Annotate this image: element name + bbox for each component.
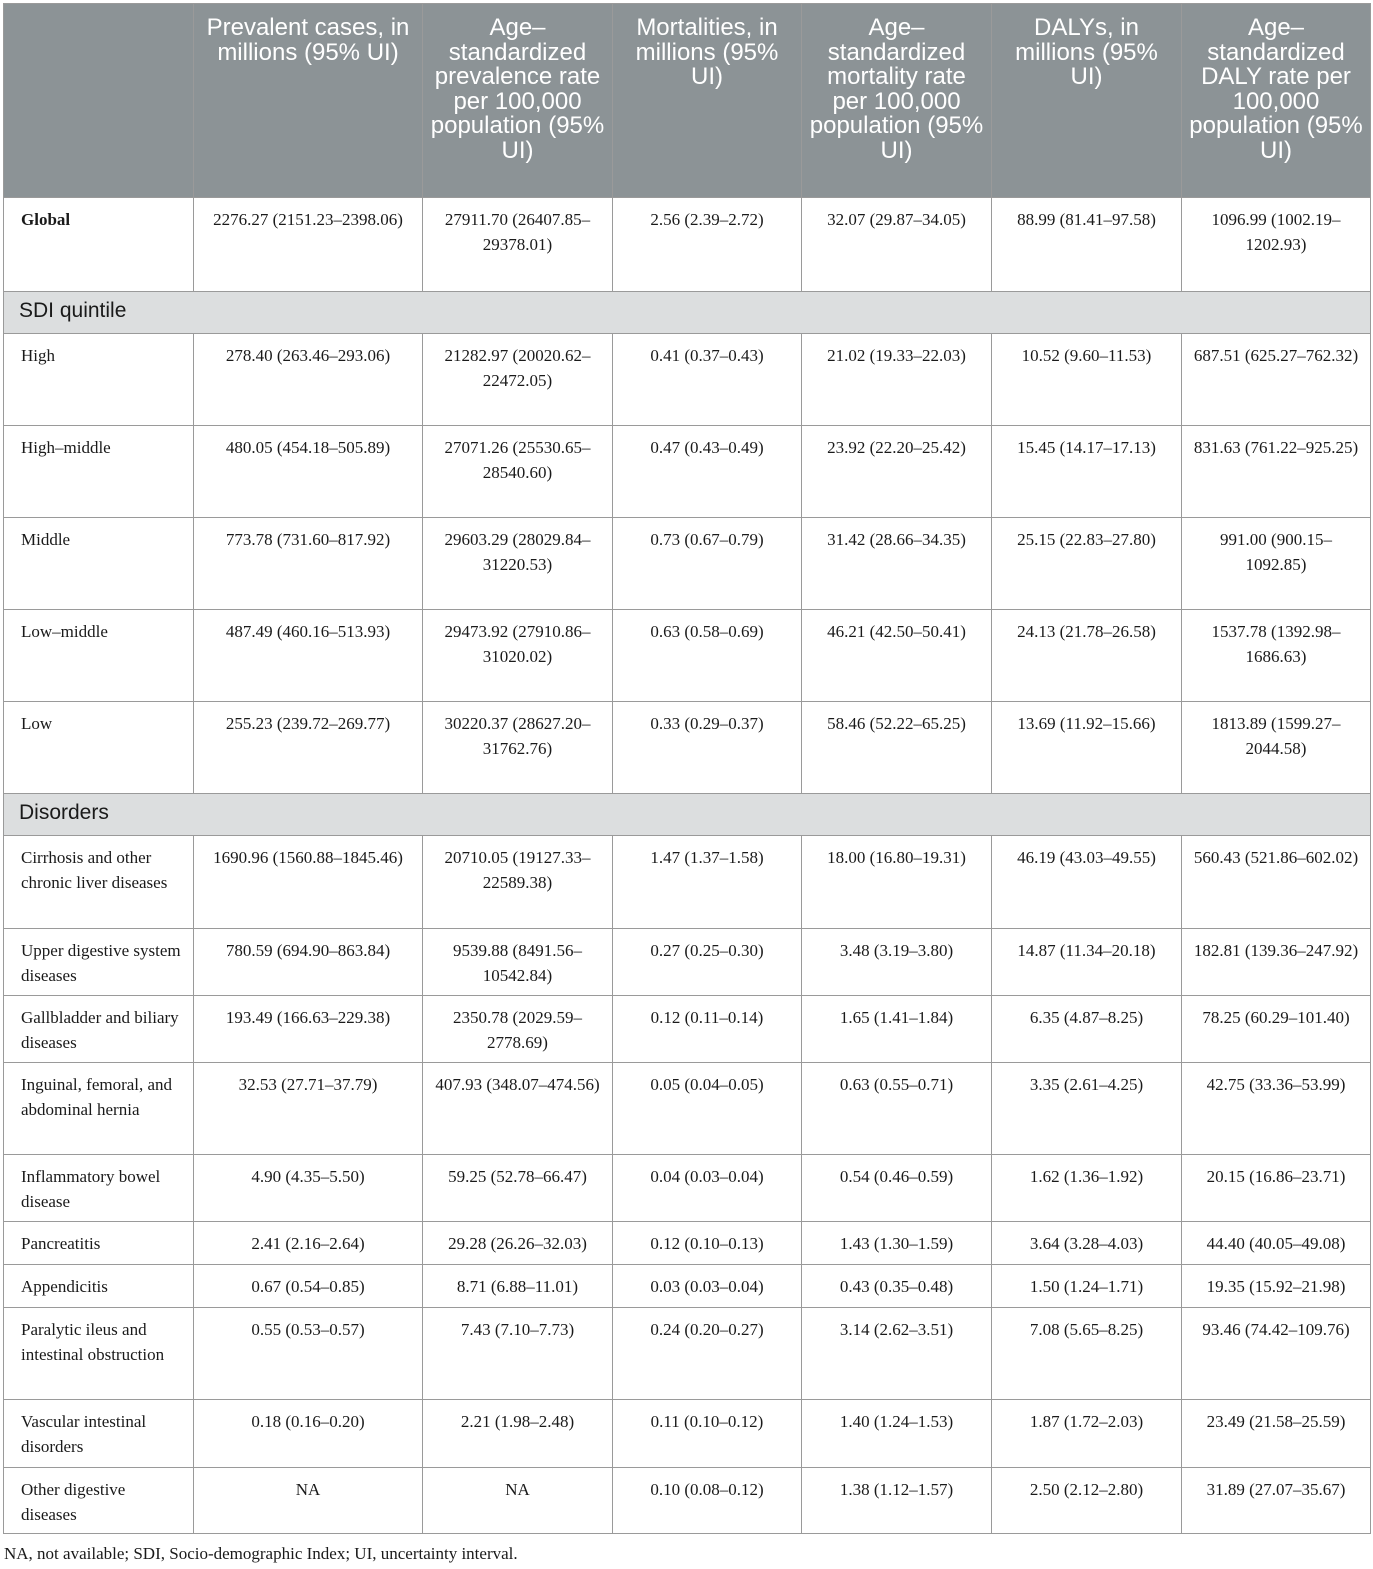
table-cell: 0.73 (0.67–0.79)	[613, 518, 802, 610]
table-cell: 0.11 (0.10–0.12)	[613, 1400, 802, 1468]
table-cell: 78.25 (60.29–101.40)	[1182, 996, 1371, 1063]
section-title: SDI quintile	[4, 292, 1371, 334]
table-cell: 1.40 (1.24–1.53)	[802, 1400, 992, 1468]
table-row	[4, 1400, 1371, 1468]
data-table	[3, 3, 1371, 1534]
table-cell: 2.56 (2.39–2.72)	[613, 198, 802, 292]
table-cell: 46.21 (42.50–50.41)	[802, 610, 992, 702]
header-row	[4, 4, 1371, 198]
table-cell: 780.59 (694.90–863.84)	[194, 929, 423, 996]
table-footnote: NA, not available; SDI, Socio-demographic Index; UI, uncertainty interval.	[4, 1544, 518, 1563]
table-cell: 31.42 (28.66–34.35)	[802, 518, 992, 610]
row-label: Low–middle	[4, 610, 194, 702]
table-row	[4, 610, 1371, 702]
table-cell: 29603.29 (28029.84–31220.53)	[423, 518, 613, 610]
table-cell: 42.75 (33.36–53.99)	[1182, 1063, 1371, 1155]
table-cell: 31.89 (27.07–35.67)	[1182, 1468, 1371, 1534]
table-cell: 93.46 (74.42–109.76)	[1182, 1308, 1371, 1400]
section-row-sdi-quintile	[4, 292, 1371, 334]
table-row	[4, 426, 1371, 518]
table-cell: 193.49 (166.63–229.38)	[194, 996, 423, 1063]
table-cell: 0.47 (0.43–0.49)	[613, 426, 802, 518]
section-row-disorders	[4, 794, 1371, 836]
table-cell: 0.18 (0.16–0.20)	[194, 1400, 423, 1468]
table-row	[4, 1265, 1371, 1308]
table-cell: 7.43 (7.10–7.73)	[423, 1308, 613, 1400]
table-cell: 480.05 (454.18–505.89)	[194, 426, 423, 518]
header-prevalent-cases: Prevalent cases, in millions (95% UI)	[194, 4, 423, 198]
table-cell: 0.05 (0.04–0.05)	[613, 1063, 802, 1155]
table-cell: 560.43 (521.86–602.02)	[1182, 836, 1371, 929]
table-cell: 0.12 (0.10–0.13)	[613, 1222, 802, 1265]
table-cell: 10.52 (9.60–11.53)	[992, 334, 1182, 426]
table-cell: 21282.97 (20020.62–22472.05)	[423, 334, 613, 426]
table-cell: 0.41 (0.37–0.43)	[613, 334, 802, 426]
table-cell: 32.53 (27.71–37.79)	[194, 1063, 423, 1155]
table-cell: 30220.37 (28627.20–31762.76)	[423, 702, 613, 794]
table-cell: 20710.05 (19127.33–22589.38)	[423, 836, 613, 929]
table-row	[4, 518, 1371, 610]
table-cell: 0.43 (0.35–0.48)	[802, 1265, 992, 1308]
table-row	[4, 1063, 1371, 1155]
table-cell: 1.47 (1.37–1.58)	[613, 836, 802, 929]
table-cell: 14.87 (11.34–20.18)	[992, 929, 1182, 996]
row-label: Low	[4, 702, 194, 794]
header-mortality-rate: Age– standardized mortality rate per 100,000 population (95% UI)	[802, 4, 992, 198]
row-label: Vascular intestinal disorders	[4, 1400, 194, 1468]
table-cell: 0.04 (0.03–0.04)	[613, 1155, 802, 1222]
table-cell: 1537.78 (1392.98–1686.63)	[1182, 610, 1371, 702]
table-row	[4, 1222, 1371, 1265]
table-cell: 29473.92 (27910.86–31020.02)	[423, 610, 613, 702]
table-cell: 2350.78 (2029.59–2778.69)	[423, 996, 613, 1063]
row-label: Paralytic ileus and intestinal obstruction	[4, 1308, 194, 1400]
row-label: Inflammatory bowel disease	[4, 1155, 194, 1222]
table-cell: 278.40 (263.46–293.06)	[194, 334, 423, 426]
table-row	[4, 929, 1371, 996]
table-row	[4, 1468, 1371, 1534]
table-cell: NA	[423, 1468, 613, 1534]
table-cell: 0.10 (0.08–0.12)	[613, 1468, 802, 1534]
table-cell: 7.08 (5.65–8.25)	[992, 1308, 1182, 1400]
header-prevalence-rate: Age– standardized prevalence rate per 100,000 population (95% UI)	[423, 4, 613, 198]
table-cell: 19.35 (15.92–21.98)	[1182, 1265, 1371, 1308]
table-cell: 27911.70 (26407.85–29378.01)	[423, 198, 613, 292]
table-row	[4, 702, 1371, 794]
table-cell: 1096.99 (1002.19–1202.93)	[1182, 198, 1371, 292]
table-cell: 2276.27 (2151.23–2398.06)	[194, 198, 423, 292]
table-cell: 487.49 (460.16–513.93)	[194, 610, 423, 702]
table-cell: 407.93 (348.07–474.56)	[423, 1063, 613, 1155]
table-cell: 32.07 (29.87–34.05)	[802, 198, 992, 292]
table-cell: 0.03 (0.03–0.04)	[613, 1265, 802, 1308]
table-cell: 0.55 (0.53–0.57)	[194, 1308, 423, 1400]
table-cell: 1.43 (1.30–1.59)	[802, 1222, 992, 1265]
table-row	[4, 334, 1371, 426]
table-cell: 0.33 (0.29–0.37)	[613, 702, 802, 794]
table-cell: 1813.89 (1599.27–2044.58)	[1182, 702, 1371, 794]
table-cell: 255.23 (239.72–269.77)	[194, 702, 423, 794]
table-row	[4, 1308, 1371, 1400]
table-cell: 23.92 (22.20–25.42)	[802, 426, 992, 518]
table-row	[4, 1155, 1371, 1222]
row-label: High–middle	[4, 426, 194, 518]
table-cell: 687.51 (625.27–762.32)	[1182, 334, 1371, 426]
table-row	[4, 836, 1371, 929]
table-cell: 0.67 (0.54–0.85)	[194, 1265, 423, 1308]
table-cell: 1.87 (1.72–2.03)	[992, 1400, 1182, 1468]
table-cell: 1.50 (1.24–1.71)	[992, 1265, 1182, 1308]
table-cell: 182.81 (139.36–247.92)	[1182, 929, 1371, 996]
table-cell: 20.15 (16.86–23.71)	[1182, 1155, 1371, 1222]
section-title: Disorders	[4, 794, 1371, 836]
table-row-global	[4, 198, 1371, 292]
table-cell: 9539.88 (8491.56–10542.84)	[423, 929, 613, 996]
table-cell: 773.78 (731.60–817.92)	[194, 518, 423, 610]
table-cell: 88.99 (81.41–97.58)	[992, 198, 1182, 292]
table-cell: 2.41 (2.16–2.64)	[194, 1222, 423, 1265]
table-cell: 831.63 (761.22–925.25)	[1182, 426, 1371, 518]
table-cell: 0.63 (0.55–0.71)	[802, 1063, 992, 1155]
row-label: Gallbladder and biliary diseases	[4, 996, 194, 1063]
row-label: Inguinal, femoral, and abdominal hernia	[4, 1063, 194, 1155]
header-corner	[4, 4, 194, 198]
table-cell: 18.00 (16.80–19.31)	[802, 836, 992, 929]
table-cell: 58.46 (52.22–65.25)	[802, 702, 992, 794]
row-label: Appendicitis	[4, 1265, 194, 1308]
table-cell: 0.54 (0.46–0.59)	[802, 1155, 992, 1222]
table-cell: 44.40 (40.05–49.08)	[1182, 1222, 1371, 1265]
table-cell: 3.35 (2.61–4.25)	[992, 1063, 1182, 1155]
table-cell: 24.13 (21.78–26.58)	[992, 610, 1182, 702]
table-cell: 4.90 (4.35–5.50)	[194, 1155, 423, 1222]
table-cell: 13.69 (11.92–15.66)	[992, 702, 1182, 794]
table-cell: 1690.96 (1560.88–1845.46)	[194, 836, 423, 929]
row-label: High	[4, 334, 194, 426]
table-cell: 27071.26 (25530.65–28540.60)	[423, 426, 613, 518]
table-cell: 991.00 (900.15–1092.85)	[1182, 518, 1371, 610]
header-dalys: DALYs, in millions (95% UI)	[992, 4, 1182, 198]
row-label: Pancreatitis	[4, 1222, 194, 1265]
table-cell: 1.62 (1.36–1.92)	[992, 1155, 1182, 1222]
table-cell: 3.14 (2.62–3.51)	[802, 1308, 992, 1400]
table-cell: 0.12 (0.11–0.14)	[613, 996, 802, 1063]
row-label: Global	[4, 198, 194, 292]
table-cell: 8.71 (6.88–11.01)	[423, 1265, 613, 1308]
table-cell: 6.35 (4.87–8.25)	[992, 996, 1182, 1063]
table-cell: 1.38 (1.12–1.57)	[802, 1468, 992, 1534]
row-label: Other digestive diseases	[4, 1468, 194, 1534]
table-cell: 25.15 (22.83–27.80)	[992, 518, 1182, 610]
row-label: Middle	[4, 518, 194, 610]
row-label: Upper digestive system diseases	[4, 929, 194, 996]
table-cell: 46.19 (43.03–49.55)	[992, 836, 1182, 929]
table-cell: 1.65 (1.41–1.84)	[802, 996, 992, 1063]
table-cell: 29.28 (26.26–32.03)	[423, 1222, 613, 1265]
table-cell: 0.27 (0.25–0.30)	[613, 929, 802, 996]
table-cell: 2.21 (1.98–2.48)	[423, 1400, 613, 1468]
row-label: Cirrhosis and other chronic liver diseases	[4, 836, 194, 929]
table-row	[4, 996, 1371, 1063]
table-cell: 21.02 (19.33–22.03)	[802, 334, 992, 426]
header-daly-rate: Age– standardized DALY rate per 100,000 population (95% UI)	[1182, 4, 1371, 198]
table-cell: 15.45 (14.17–17.13)	[992, 426, 1182, 518]
table-cell: 59.25 (52.78–66.47)	[423, 1155, 613, 1222]
header-mortalities: Mortalities, in millions (95% UI)	[613, 4, 802, 198]
table-cell: 0.63 (0.58–0.69)	[613, 610, 802, 702]
table-cell: 3.64 (3.28–4.03)	[992, 1222, 1182, 1265]
table-cell: NA	[194, 1468, 423, 1534]
table-cell: 3.48 (3.19–3.80)	[802, 929, 992, 996]
table-cell: 2.50 (2.12–2.80)	[992, 1468, 1182, 1534]
table-cell: 23.49 (21.58–25.59)	[1182, 1400, 1371, 1468]
table-cell: 0.24 (0.20–0.27)	[613, 1308, 802, 1400]
